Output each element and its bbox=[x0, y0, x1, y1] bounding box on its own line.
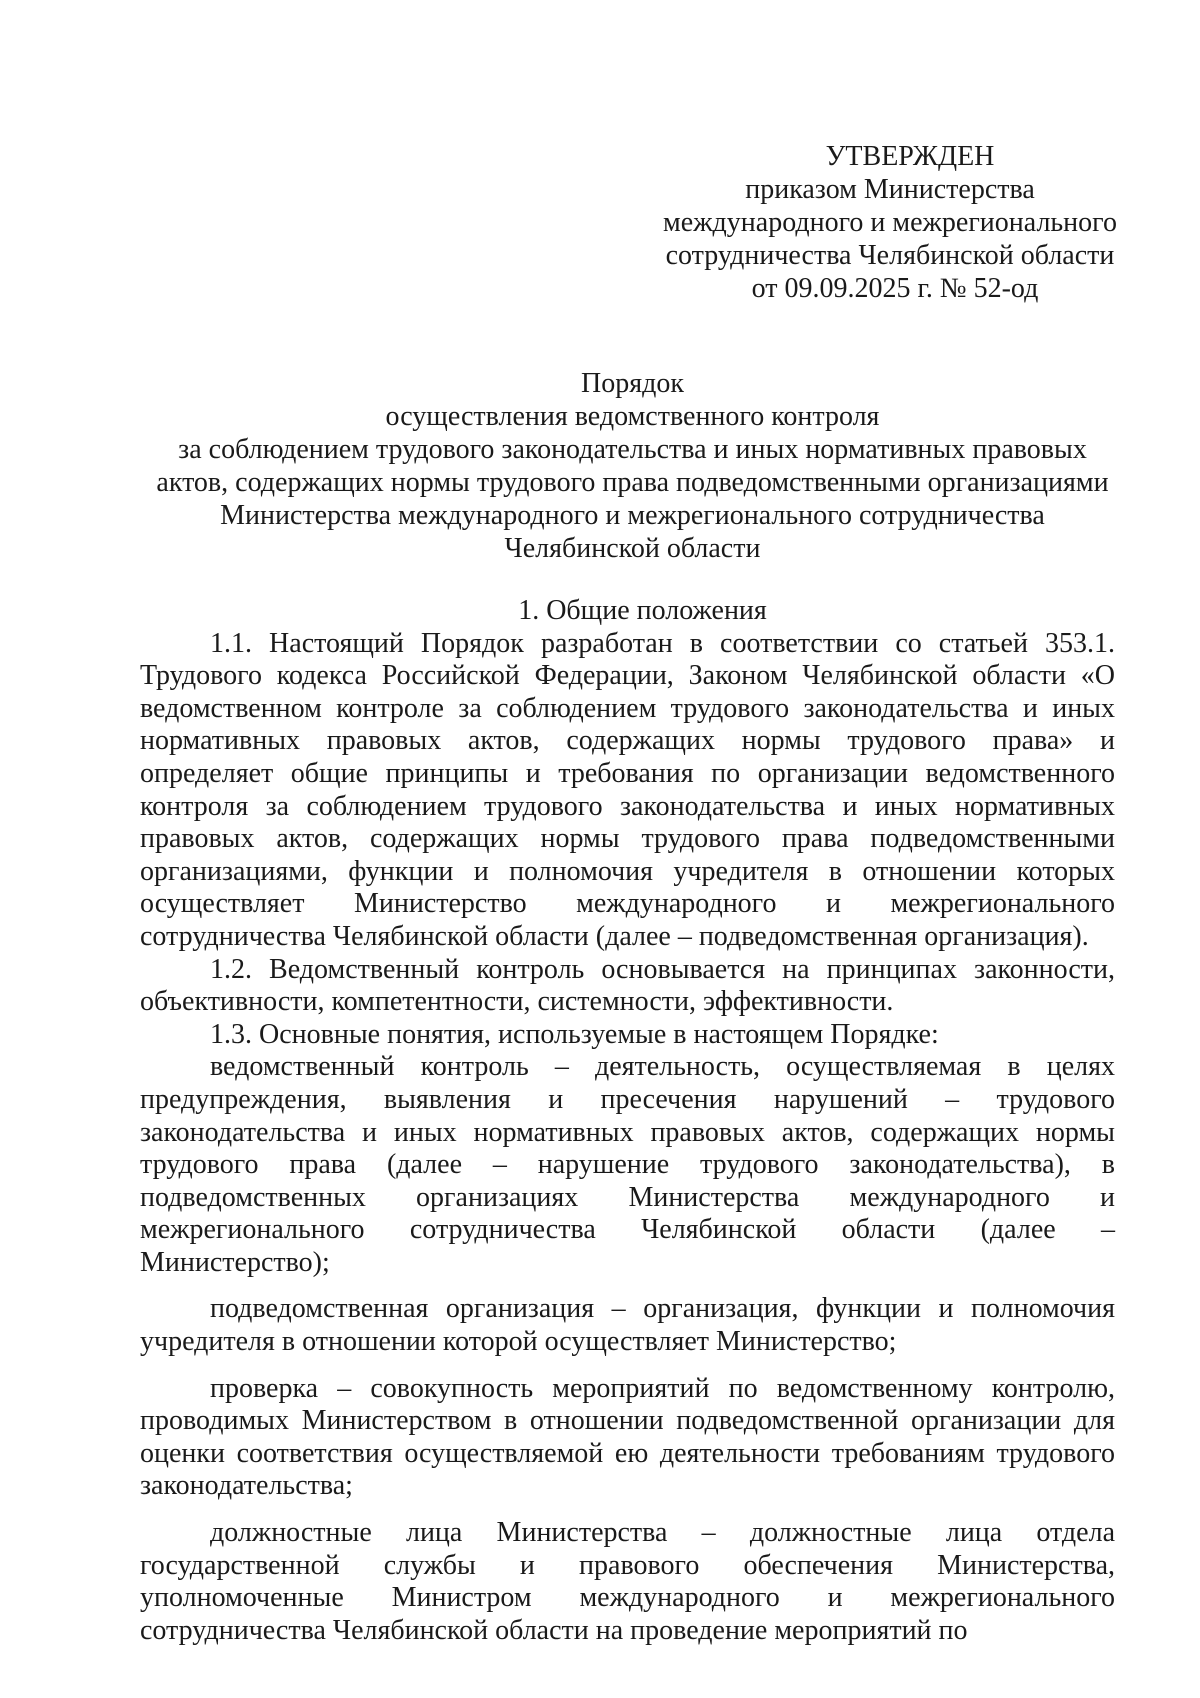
title-line: Министерства международного и межрегионального сотрудничества bbox=[220, 500, 1045, 531]
title-line: за соблюдением трудового законодательства и иных нормативных правовых bbox=[178, 434, 1087, 465]
title-line: осуществления ведомственного контроля bbox=[385, 401, 880, 432]
paragraph: проверка – совокупность мероприятий по ведомственному контролю, проводимых Министерством в отношении подведомственной организации для оценки соответствия осуществляемой ею деятельности требованиям трудового законодательства; bbox=[140, 1372, 1115, 1502]
section-heading: 1. Общие положения bbox=[518, 595, 767, 626]
paragraph: 1.2. Ведомственный контроль основывается на принципах законности, объективности, компетентности, системности, эффективности. bbox=[140, 953, 1115, 1018]
paragraph: должностные лица Министерства – должностные лица отдела государственной службы и правового обеспечения Министерства, уполномоченные Министром международного и межрегионального сотрудничества Челябинской области на проведение мероприятий по bbox=[140, 1517, 1115, 1646]
paragraph: 1.1. Настоящий Порядок разработан в соответствии со статьей 353.1. Трудового кодекса Российской Федерации, Законом Челябинской области «О ведомственном контроле за соблюдением трудового законодательства и иных нормативных правовых актов, содержащих нормы трудового права» и определяет общие принципы и требования по организации ведомственного контроля за соблюдением трудового законодательства и иных нормативных правовых актов, содержащих нормы трудового права подведомственными организациями, функции и полномочия учредителя в отношении которых осуществляет Министерство международного и межрегионального сотрудничества Челябинской области (далее – подведомственная организация). bbox=[140, 627, 1115, 952]
paragraph: подведомственная организация – организация, функции и полномочия учредителя в отношении которой осуществляет Министерство; bbox=[140, 1293, 1115, 1358]
approval-date: от 09.09.2025 г. № 52-од bbox=[751, 273, 1039, 304]
title-line: Порядок bbox=[581, 368, 684, 399]
approval-line: международного и межрегионального bbox=[663, 207, 1117, 238]
approval-stamp bbox=[650, 140, 1130, 305]
paragraph: 1.3. Основные понятия, используемые в настоящем Порядке: bbox=[210, 1018, 939, 1050]
approval-heading: УТВЕРЖДЕН bbox=[825, 141, 995, 172]
document-body bbox=[140, 595, 1115, 1647]
approval-line: сотрудничества Челябинской области bbox=[665, 240, 1115, 271]
document-title bbox=[140, 367, 1125, 565]
title-line: Челябинской области bbox=[504, 533, 761, 564]
paragraph: ведомственный контроль – деятельность, осуществляемая в целях предупреждения, выявления и пресечения нарушений – трудового законодательства и иных нормативных правовых актов, содержащих нормы трудового права (далее – нарушение трудового законодательства), в подведомственных организациях Министерства международного и межрегионального сотрудничества Челябинской области (далее – Министерство); bbox=[140, 1051, 1115, 1278]
approval-line: приказом Министерства bbox=[745, 174, 1035, 205]
title-line: актов, содержащих нормы трудового права подведомственными организациями bbox=[156, 467, 1109, 498]
